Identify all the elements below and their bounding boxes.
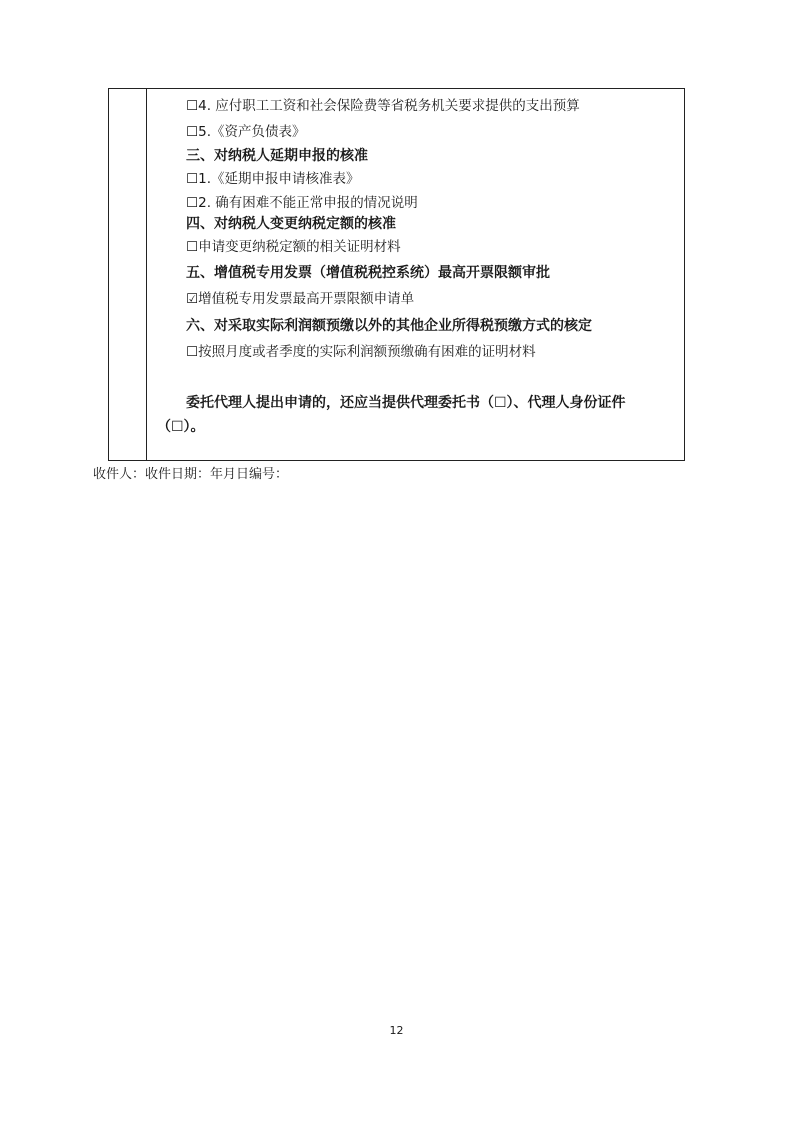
section-5-item-1: ☑增值税专用发票最高开票限额申请单 — [186, 291, 415, 307]
section-3-item-2: ☐2. 确有困难不能正常申报的情况说明 — [186, 195, 418, 211]
section-4-heading: 四、对纳税人变更纳税定额的核准 — [186, 216, 396, 232]
agent-note-line-1: 委托代理人提出申请的，还应当提供代理委托书（☐）、代理人身份证件 — [186, 395, 626, 411]
checklist-item-4: ☐4. 应付职工工资和社会保险费等省税务机关要求提供的支出预算 — [186, 98, 580, 114]
section-3-item-1: ☐1.《延期申报申请核准表》 — [186, 171, 360, 187]
section-3-heading: 三、对纳税人延期申报的核准 — [186, 148, 368, 164]
section-4-item-1: ☐申请变更纳税定额的相关证明材料 — [186, 239, 401, 255]
section-5-heading: 五、增值税专用发票（增值税税控系统）最高开票限额审批 — [186, 265, 550, 281]
page-number: 12 — [389, 1024, 404, 1037]
checklist-item-5: ☐5.《资产负债表》 — [186, 124, 306, 140]
section-6-heading: 六、对采取实际利润额预缴以外的其他企业所得税预缴方式的核定 — [186, 318, 592, 334]
section-6-item-1: ☐按照月度或者季度的实际利润额预缴确有困难的证明材料 — [186, 344, 536, 360]
receipt-footer: 收件人：收件日期：年月日编号： — [93, 467, 289, 482]
agent-note-line-2: （☐）。 — [157, 419, 205, 435]
table-column-divider — [146, 88, 147, 461]
